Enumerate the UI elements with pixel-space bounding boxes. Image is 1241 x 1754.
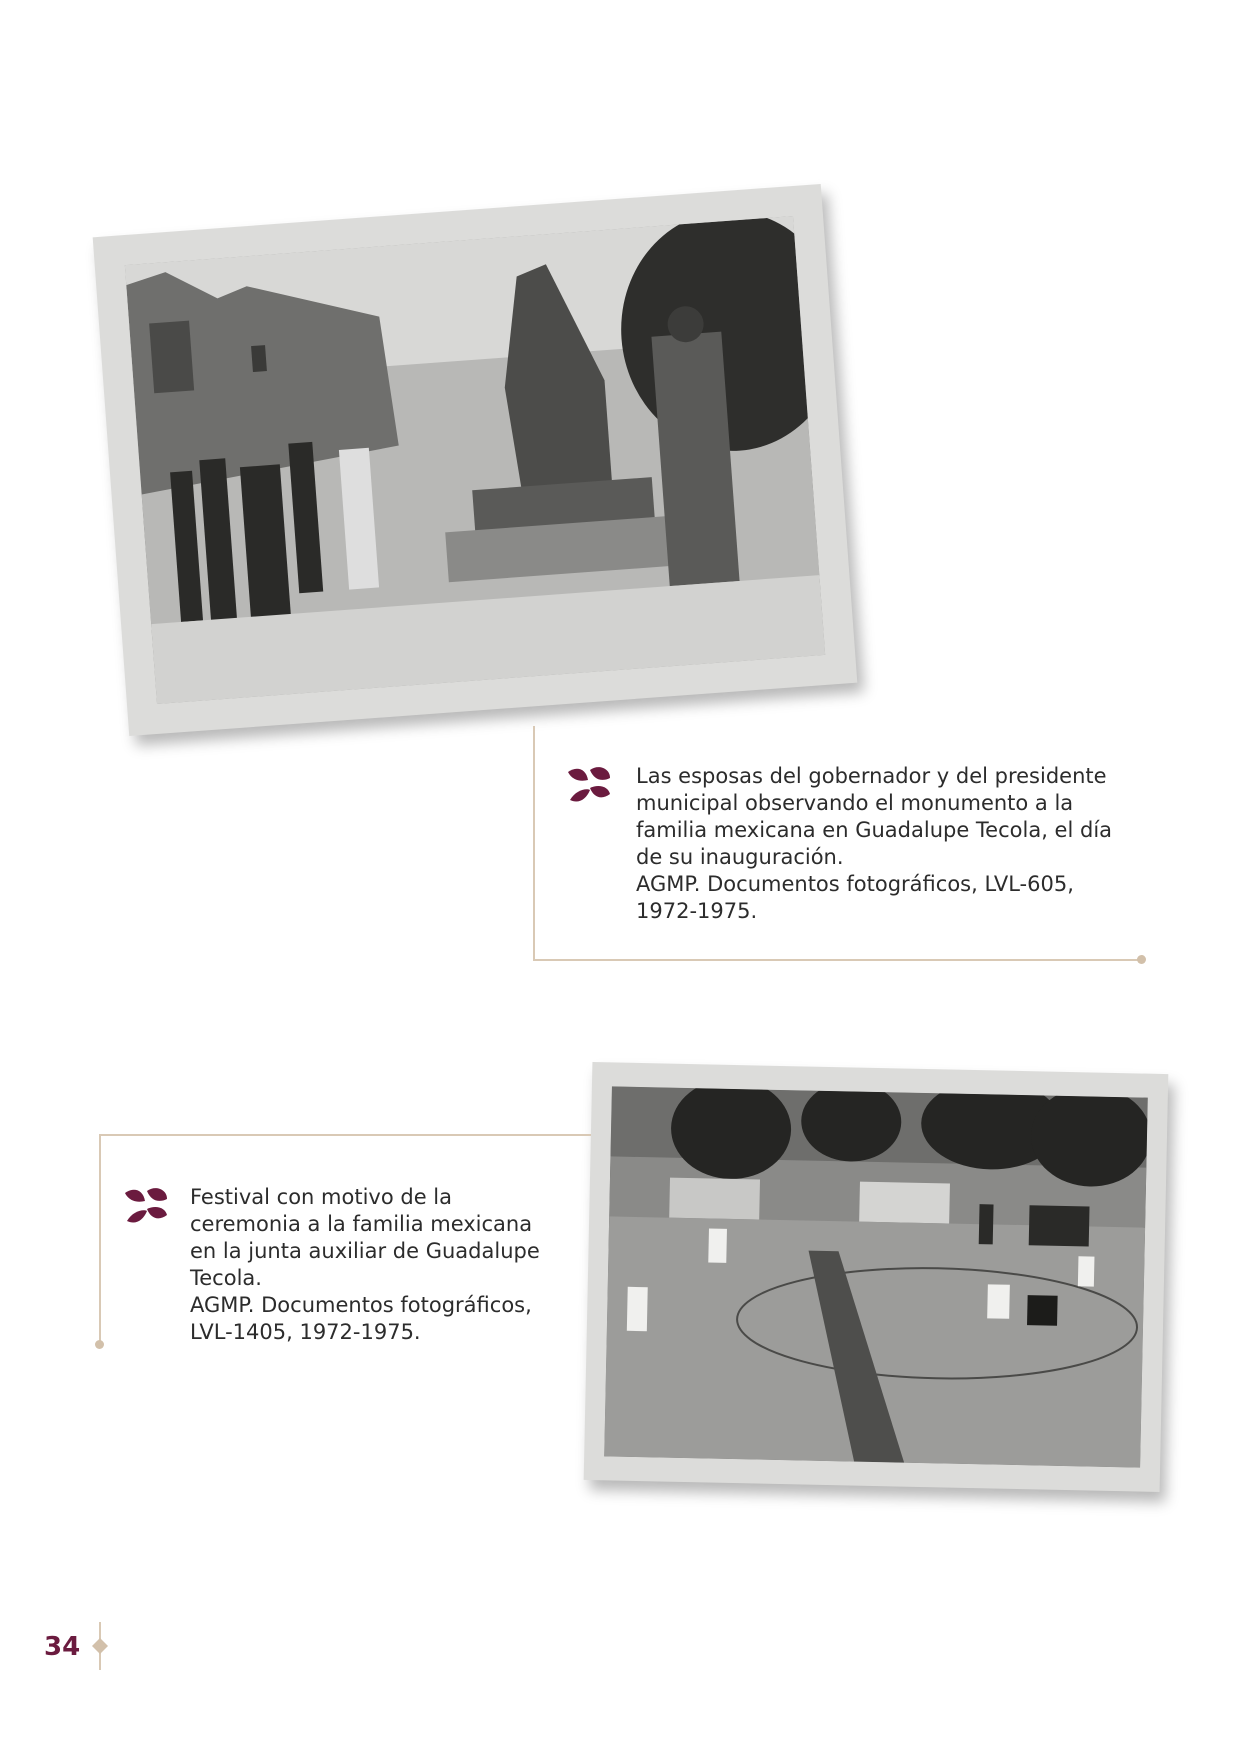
caption-line: Tecola. <box>190 1266 262 1290</box>
caption-source: 1972-1975. <box>636 899 758 923</box>
caption-line: de su inauguración. <box>636 845 844 869</box>
monument-inauguration-photo <box>125 216 825 704</box>
caption-line: Festival con motivo de la <box>190 1185 452 1209</box>
caption-line: Las esposas del gobernador y del presidente <box>636 764 1107 788</box>
caption-festival <box>190 1184 540 1346</box>
page-number: 34 <box>44 1632 81 1662</box>
caption-line: ceremonia a la familia mexicana <box>190 1212 533 1236</box>
caption-line: en la junta auxiliar de Guadalupe <box>190 1239 540 1263</box>
caption-source: AGMP. Documentos fotográficos, LVL-605, <box>636 872 1074 896</box>
leaf-ornament-icon <box>123 1187 169 1227</box>
caption-monument <box>636 763 1112 925</box>
photo-frame-bottom <box>584 1062 1169 1492</box>
leaf-ornament-icon <box>566 766 612 806</box>
caption-source: LVL-1405, 1972-1975. <box>190 1320 421 1344</box>
photo-frame-top <box>93 184 858 736</box>
caption-line: municipal observando el monumento a la <box>636 791 1074 815</box>
caption-top-connector-vertical <box>533 726 535 961</box>
caption-source: AGMP. Documentos fotográficos, <box>190 1293 532 1317</box>
photo-content <box>604 1086 1148 1467</box>
caption-top-connector-dot <box>1137 955 1146 964</box>
festival-ceremony-photo <box>604 1086 1148 1467</box>
caption-line: familia mexicana en Guadalupe Tecola, el día <box>636 818 1113 842</box>
diamond-marker-icon <box>92 1638 108 1654</box>
photo-content <box>125 216 825 704</box>
caption-bottom-connector-vertical <box>99 1134 101 1344</box>
caption-top-connector-horizontal <box>533 959 1141 961</box>
caption-bottom-connector-horizontal <box>99 1134 591 1136</box>
caption-bottom-connector-dot <box>95 1340 104 1349</box>
